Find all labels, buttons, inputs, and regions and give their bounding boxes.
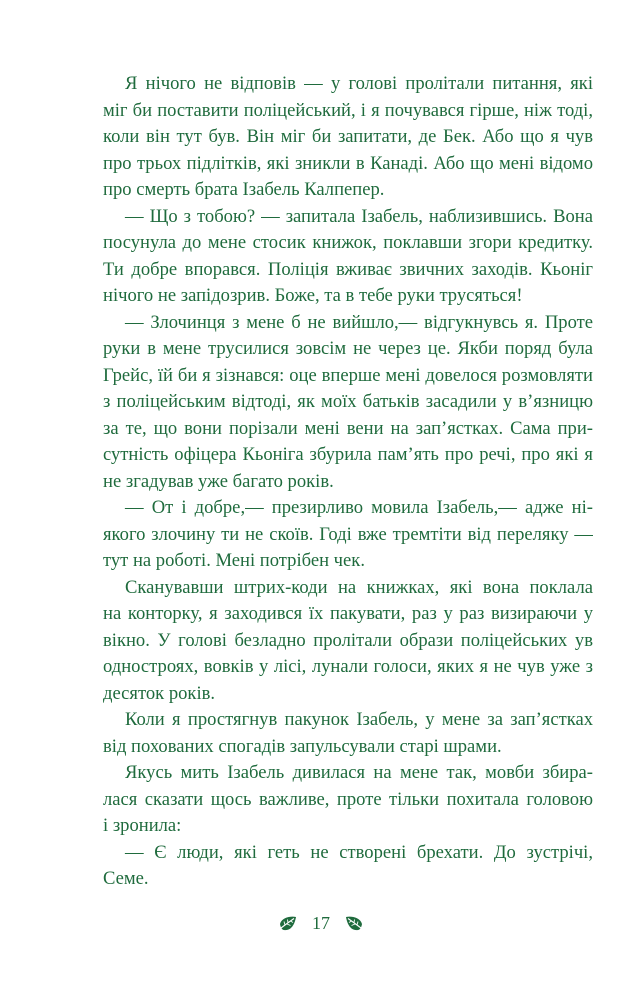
text-line: з поліцейським відтоді, як моїх батьків засадили у в’язницю bbox=[103, 391, 593, 412]
text-line: міг би поставити поліцейський, і я почувався гірше, ніж тоді, bbox=[103, 99, 593, 121]
text-line: нічого не запідозрив. Боже, та в тебе руки трусяться! bbox=[103, 285, 523, 306]
text-line: на конторку, я заходився їх пакувати, раз у раз визираючи у bbox=[103, 603, 593, 624]
text-line: — Злочинця з мене б не вийшло,— відгукнувсь я. Проте bbox=[125, 311, 593, 333]
text-line: сутність офіцера Кьоніга збурила пам’ять про речі, про які я bbox=[103, 444, 593, 465]
page-footer bbox=[0, 913, 642, 934]
left-leaf-ornament-icon bbox=[278, 914, 298, 934]
text-line: коли він тут був. Він міг би запитати, де Бек. Або що я чув bbox=[103, 126, 593, 147]
text-line: Я нічого не відповів — у голові пролітали питання, які bbox=[125, 73, 593, 94]
text-line: десяток років. bbox=[103, 682, 216, 704]
text-line: Якусь мить Ізабель дивилася на мене так, мовби збира- bbox=[125, 762, 593, 783]
text-line: про смерть брата Ізабель Калпепер. bbox=[103, 179, 385, 200]
text-line: — Є люди, які геть не створені брехати. До зустрічі, bbox=[125, 841, 593, 863]
text-line: одностроях, вовків у лісі, лунали голоси, яких я не чув уже з bbox=[103, 656, 593, 677]
text-line: Коли я простягнув пакунок Ізабель, у мене за зап’ястках bbox=[125, 709, 593, 730]
body-text bbox=[103, 71, 593, 893]
text-line: від похованих спогадів запульсували старі шрами. bbox=[103, 735, 502, 757]
text-line: руки в мене трусилися зовсім не через це. Якби поряд була bbox=[103, 338, 593, 359]
text-line: тут на роботі. Мені потрібен чек. bbox=[103, 550, 365, 571]
text-line: Ти добре впорався. Поліція вживає звичних заходів. Кьоніг bbox=[103, 258, 593, 280]
page-number: 17 bbox=[312, 913, 330, 933]
text-line: про трьох підлітків, які зникли в Канаді. Або що мені відомо bbox=[103, 152, 593, 174]
text-line: за те, що вони порізали мені вени на зап’ястках. Сама при- bbox=[103, 417, 593, 439]
text-line: Семе. bbox=[103, 868, 149, 889]
text-line: Грейс, їй би я зізнався: оце вперше мені довелося розмовляти bbox=[103, 364, 593, 386]
text-line: — Що з тобою? — запитала Ізабель, наблизившись. Вона bbox=[125, 205, 593, 227]
text-line: лася сказати щось важливе, проте тільки похитала головою bbox=[103, 788, 593, 810]
right-leaf-ornament-icon bbox=[344, 914, 364, 934]
text-line: якого злочину ти не скоїв. Годі вже тремтіти від переляку — bbox=[103, 523, 593, 545]
text-line: Сканувавши штрих-коди на книжках, які вона поклала bbox=[125, 576, 593, 598]
text-line: і зронила: bbox=[103, 815, 182, 836]
text-line: — От і добре,— презирливо мовила Ізабель,— адже ні- bbox=[125, 497, 593, 518]
text-line: не згадував уже багато років. bbox=[103, 470, 334, 492]
text-line: вікно. У голові безладно пролітали образи поліцейських ув bbox=[103, 629, 593, 651]
text-line: посунула до мене стосик книжок, поклавши згори кредитку. bbox=[103, 232, 593, 253]
